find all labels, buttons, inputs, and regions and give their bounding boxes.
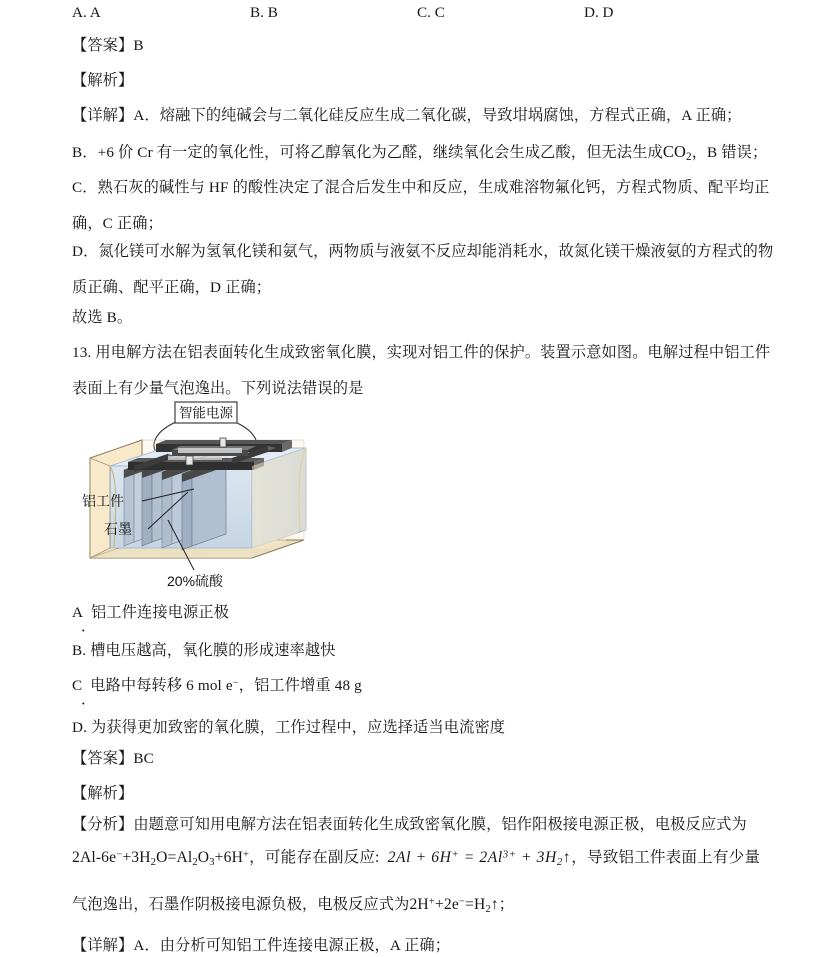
- q13-analysis-header: 【解析】: [72, 785, 134, 802]
- eq-it-arrow: ↑: [562, 849, 572, 866]
- label-electrolyte-text: 20%硫酸: [167, 573, 224, 589]
- q13-analysis-line1: 【分析】由题意可知用电解方法在铝表面转化生成致密氧化膜，铝作阳极接电源正极，电极反应式为: [72, 816, 747, 833]
- q12-detail-d-line1: D．氮化镁可水解为氢氧化镁和氨气，两物质与液氨不反应却能消耗水，故氮化镁干燥液氨的方程式的物: [72, 243, 774, 260]
- power-supply-box: [175, 402, 237, 423]
- q13-stem-text1: 用电解方法在铝表面转化生成致密氧化膜，实现对铝工件的保护。装置示意如图。电解过程中铝工件: [95, 344, 771, 361]
- q12-detail-c-line2: 确，C 正确；: [72, 215, 163, 232]
- q13-answer-line: 【答案】BC: [72, 750, 154, 767]
- eq-it-a: 2Al: [387, 849, 412, 866]
- q13-stem-line1: [72, 344, 771, 361]
- q13-stem-line2: 表面上有少量气泡逸出。下列说法错误的是: [72, 380, 364, 397]
- q13-choice-b-text: 槽电压越高，氧化膜的形成速率越快: [90, 642, 336, 659]
- eq-it-plus2: + 3H: [516, 849, 557, 866]
- q12-analysis-header: 【解析】: [72, 72, 134, 89]
- q12-answer-line: 【答案】B: [72, 37, 144, 54]
- q13-choice-c-text-post: ，铝工件增重 48 g: [238, 677, 362, 694]
- q13-choice-a[interactable]: [72, 605, 762, 620]
- top-choices-row: [72, 4, 762, 26]
- q13-number: 13.: [72, 344, 92, 361]
- choice-d: D. D: [584, 4, 614, 21]
- q13-choice-c-stray-period: ．: [81, 692, 97, 708]
- choice-b: B. B: [250, 4, 278, 21]
- eq-it-sub-b: 2: [556, 856, 563, 868]
- q13-choice-c-text-pre: 电路中每转移 6 mol e: [90, 677, 233, 694]
- q13-line-after-equation: [72, 897, 762, 916]
- eq-tail: ，导致铝工件表面上有少量: [571, 849, 761, 866]
- eq-italic-block: [388, 849, 572, 866]
- eq-main-mid2: O=Al: [156, 849, 193, 866]
- q12-detail-b-formula: $CO_2$: [662, 142, 692, 164]
- eq-sub3: 3: [209, 856, 215, 868]
- q12-detail-b: [72, 142, 768, 164]
- q13-choice-a-stray-period: ．: [81, 619, 97, 635]
- anodizing-cell-figure: [72, 400, 402, 595]
- q12-detail-c-line1: C．熟石灰的碱性与 HF 的酸性决定了混合后发生中和反应，生成难溶物氟化钙，方程式物质、配平均正: [72, 179, 770, 196]
- q12-detail-b-post: ，B 错误；: [691, 144, 768, 161]
- choice-c: C. C: [417, 4, 445, 21]
- after-eq-pre: 气泡逸出，石墨作阴极接电源负极，电极反应式为: [72, 896, 410, 913]
- q13-choice-c-key: C: [72, 677, 83, 694]
- eq-main-mid3: O: [197, 849, 210, 866]
- q13-choice-d[interactable]: [72, 720, 762, 735]
- power-supply-label-text: 智能电源: [179, 405, 233, 421]
- q12-detail-b-pre: B．+6 价 Cr 有一定的氧化性，可将乙醇氧化为乙醛，继续氧化会生成乙酸，但无法生成: [72, 144, 663, 161]
- q13-choice-c[interactable]: [72, 678, 762, 693]
- q13-choice-d-text: 为获得更加致密的氧化膜，工作过程中，应选择适当电流密度: [91, 719, 506, 736]
- eq-sub1: 2: [150, 856, 157, 868]
- eq-it-eq: = 2Al: [459, 849, 503, 866]
- q13-choice-b[interactable]: [72, 643, 762, 658]
- q13-equation-line: [72, 850, 762, 869]
- eq-sup2: +: [242, 849, 250, 861]
- q13-choice-b-key: B.: [72, 642, 87, 659]
- q13-choice-c-sup: −: [232, 677, 239, 689]
- eq-main-pre: 2Al-6e: [72, 849, 117, 866]
- q12-detail-a: 【详解】A．熔融下的纯碱会与二氧化硅反应生成二氧化碳，导致坩埚腐蚀，方程式正确，A 正确；: [72, 107, 742, 124]
- q12-detail-d-line2: 质正确、配平正确，D 正确；: [72, 279, 272, 296]
- eq-main-pre-sup: −: [116, 849, 123, 861]
- eq-sub2: 2: [192, 856, 198, 868]
- eq-it-sup-b: 3+: [502, 849, 517, 861]
- label-graphite-text: 石墨: [104, 521, 132, 537]
- eq-comma: ，可能存在副反应:: [249, 849, 380, 866]
- q13-choice-a-key: A: [72, 604, 84, 621]
- q12-conclusion: 故选 B。: [72, 309, 133, 326]
- eq-it-plus1: + 6H: [411, 849, 452, 866]
- label-workpiece-text: 铝工件: [82, 493, 124, 509]
- eq-main-mid: +3H: [122, 849, 151, 866]
- eq-it-sup-a: +: [451, 849, 460, 861]
- after-eq-formula: $2H^++2e^-=H_2↑$: [409, 896, 499, 915]
- q13-choice-d-key: D.: [72, 719, 88, 736]
- eq-main-mid4: +6H: [214, 849, 243, 866]
- choice-a: A. A: [72, 4, 101, 21]
- q13-detail-a: 【详解】A．由分析可知铝工件连接电源正极，A 正确；: [72, 937, 451, 954]
- q13-choice-a-text: 铝工件连接电源正极: [91, 604, 230, 621]
- after-eq-tail: ；: [498, 896, 515, 913]
